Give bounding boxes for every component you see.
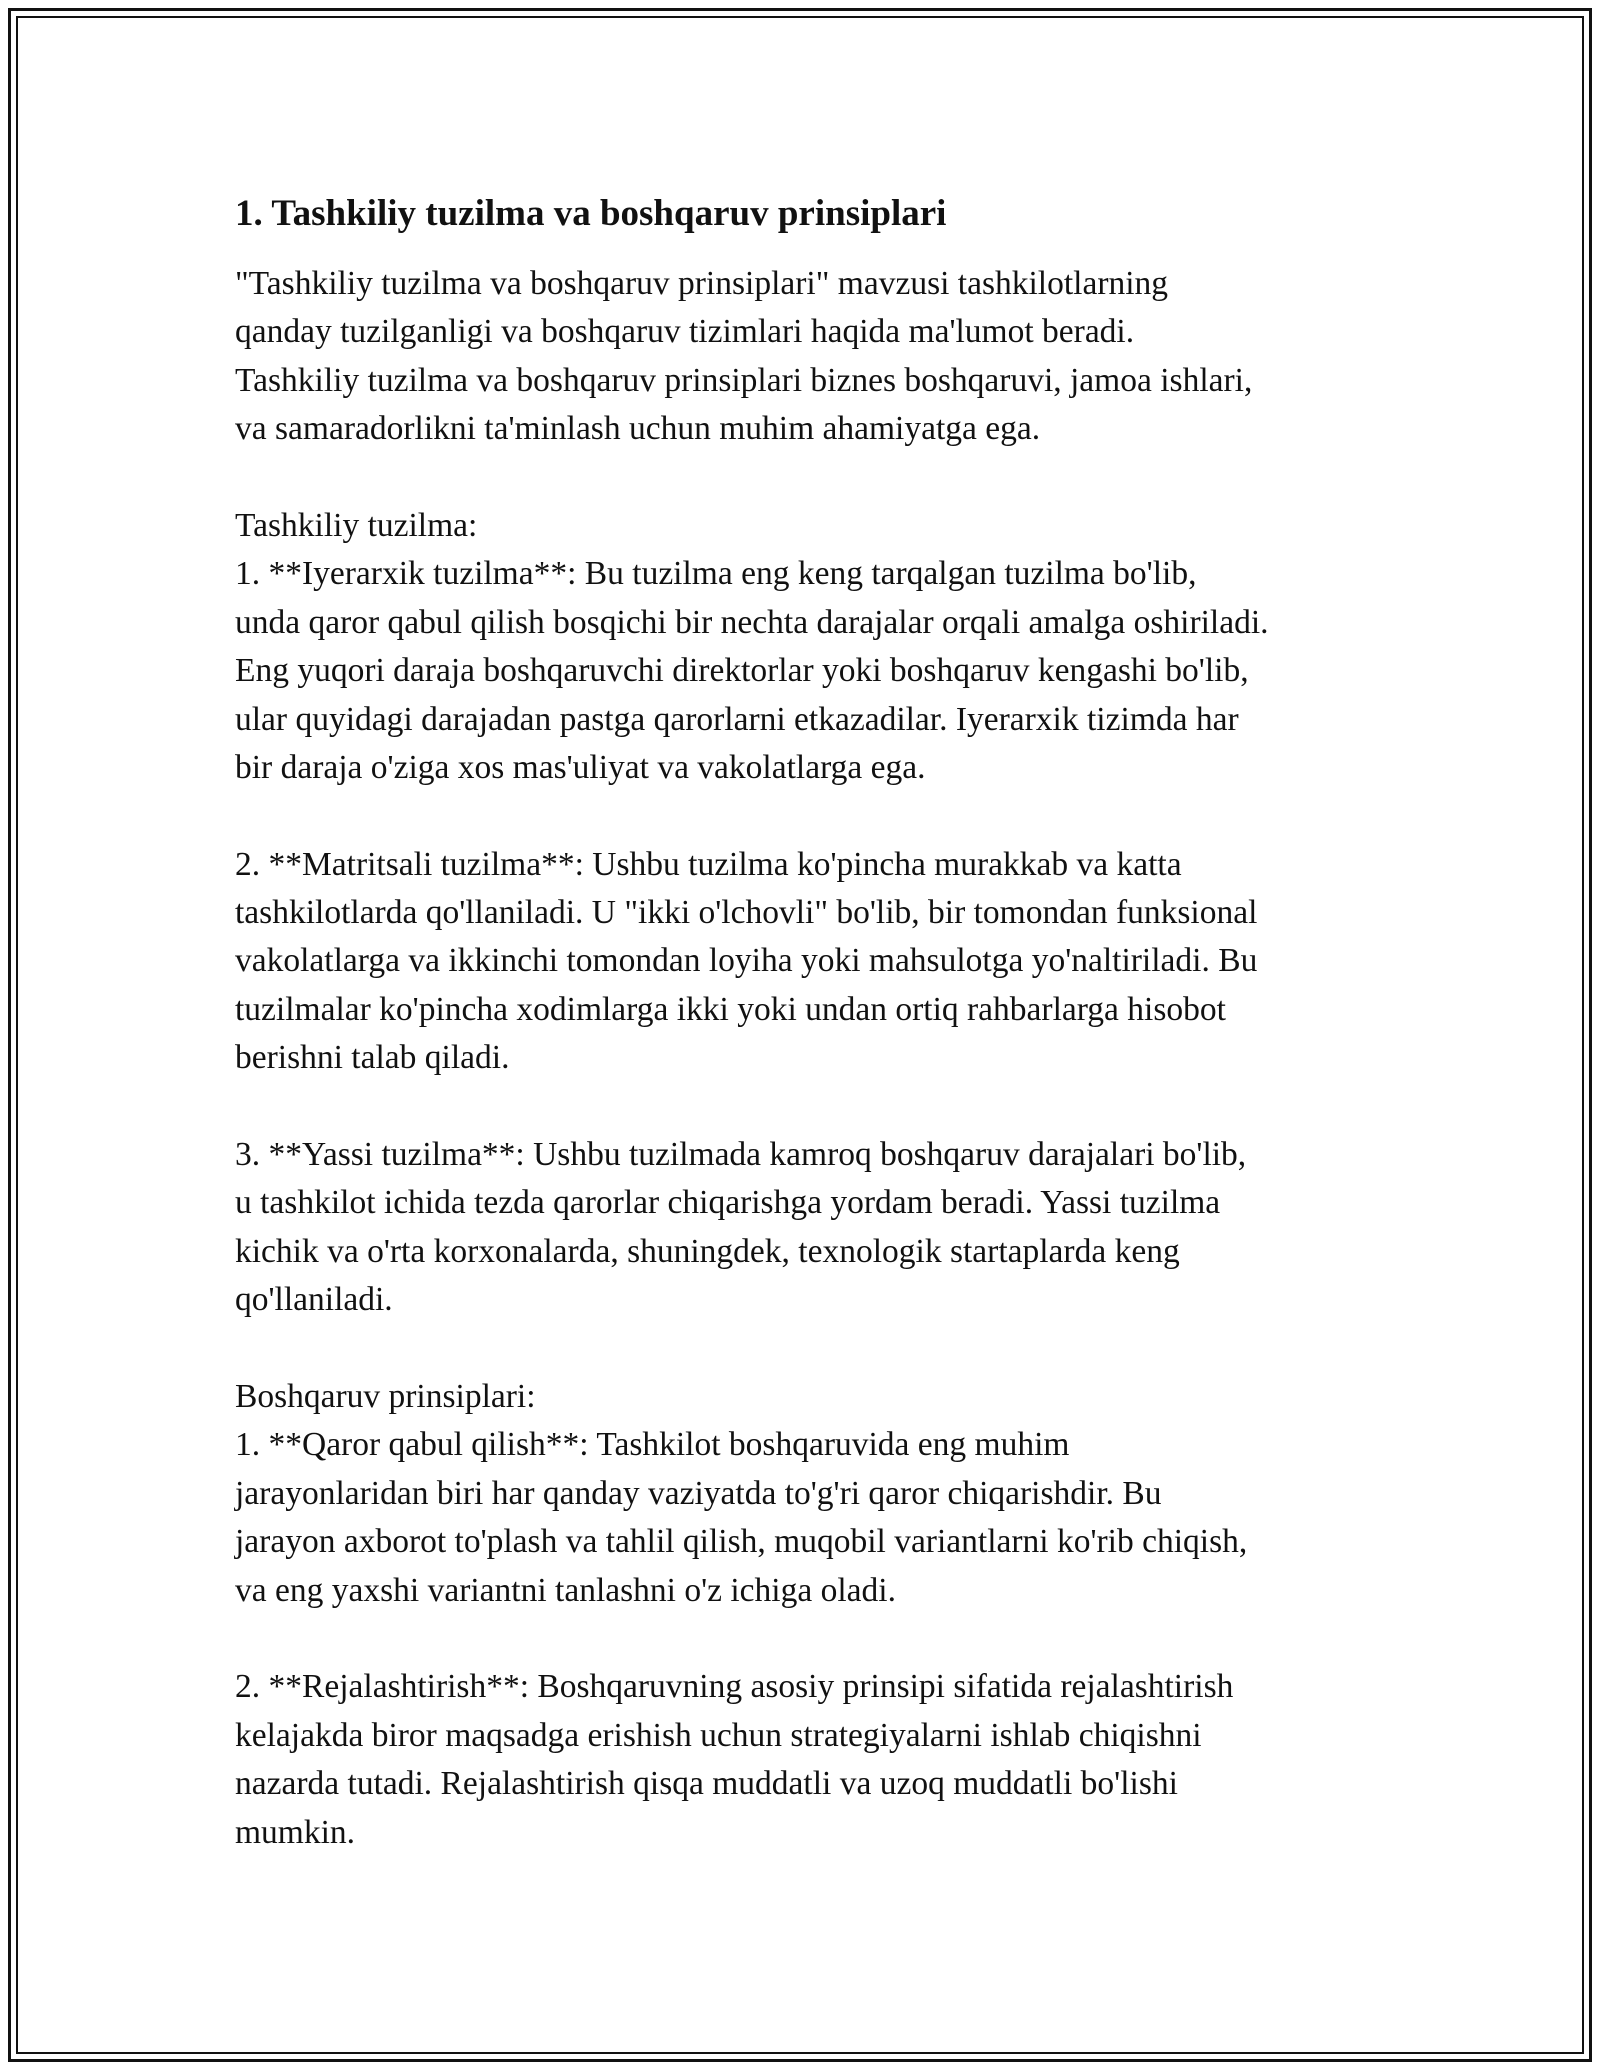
text-line: kichik va o'rta korxonalarda, shuningdek, texnologik startaplarda keng (235, 1232, 1180, 1270)
text-line: bir daraja o'ziga xos mas'uliyat va vakolatlarga ega. (235, 748, 926, 786)
text-line: qanday tuzilganligi va boshqaruv tizimlari haqida ma'lumot beradi. (235, 313, 1135, 351)
text-line: 2. **Rejalashtirish**: Boshqaruvning asosiy prinsipi sifatida rejalashtirish (235, 1668, 1234, 1706)
text-line: 1. **Qaror qabul qilish**: Tashkilot boshqaruvida eng muhim (235, 1426, 1070, 1464)
text-line: qo'llaniladi. (235, 1281, 393, 1319)
text-line: "Tashkiliy tuzilma va boshqaruv prinsiplari" mavzusi tashkilotlarning (235, 265, 1169, 302)
text-line: Eng yuqori daraja boshqaruvchi direktorlar yoki boshqaruv kengashi bo'lib, (235, 652, 1249, 690)
text-line: jarayon axborot to'plash va tahlil qilish, muqobil variantlarni ko'rib chiqish, (235, 1523, 1248, 1561)
blank-line (235, 454, 1385, 502)
blank-line (235, 1615, 1385, 1663)
text-line: tuzilmalar ko'pincha xodimlarga ikki yoki undan ortiq rahbarlarga hisobot (235, 990, 1226, 1028)
text-line: 3. **Yassi tuzilma**: Ushbu tuzilmada kamroq boshqaruv darajalari bo'lib, (235, 1136, 1247, 1174)
text-line: unda qaror qabul qilish bosqichi bir nechta darajalar orqali amalga oshiriladi. (235, 603, 1269, 641)
text-line: Tashkiliy tuzilma va boshqaruv prinsiplari biznes boshqaruvi, jamoa ishlari, (235, 361, 1253, 399)
text-line: ular quyidagi darajadan pastga qarorlarni etkazadilar. Iyerarxik tizimda har (235, 700, 1239, 738)
text-line: u tashkilot ichida tezda qarorlar chiqarishga yordam beradi. Yassi tuzilma (235, 1184, 1221, 1222)
text-line: 1. **Iyerarxik tuzilma**: Bu tuzilma eng keng tarqalgan tuzilma bo'lib, (235, 555, 1197, 593)
text-line: kelajakda biror maqsadga erishish uchun strategiyalarni ishlab chiqishni (235, 1716, 1202, 1754)
text-line: tashkilotlarda qo'llaniladi. U "ikki o'lchovli" bo'lib, bir tomondan funksional (235, 894, 1258, 932)
text-line: 2. **Matritsali tuzilma**: Ushbu tuzilma ko'pincha murakkab va katta (235, 845, 1182, 883)
text-line: va samaradorlikni ta'minlash uchun muhim ahamiyatga ega. (235, 410, 1041, 448)
text-line: vakolatlarga va ikkinchi tomondan loyiha yoki mahsulotga yo'naltiriladi. Bu (235, 942, 1258, 980)
blank-line (235, 1083, 1385, 1131)
text-line: mumkin. (235, 1813, 356, 1851)
text-line: berishni talab qiladi. (235, 1039, 510, 1077)
section-heading: Boshqaruv prinsiplari: (235, 1377, 536, 1415)
section-heading: Tashkiliy tuzilma: (235, 506, 478, 544)
document-text (235, 260, 1385, 1857)
document-title: 1. Tashkiliy tuzilma va boshqaruv prinsiplari (235, 193, 947, 234)
text-line: nazarda tutadi. Rejalashtirish qisqa muddatli va uzoq muddatli bo'lishi (235, 1765, 1178, 1803)
blank-line (235, 792, 1385, 840)
blank-line (235, 1325, 1385, 1373)
document-body (235, 190, 1385, 1857)
text-line: jarayonlaridan biri har qanday vaziyatda to'g'ri qaror chiqarishdir. Bu (235, 1474, 1162, 1512)
text-line: va eng yaxshi variantni tanlashni o'z ichiga oladi. (235, 1571, 896, 1609)
